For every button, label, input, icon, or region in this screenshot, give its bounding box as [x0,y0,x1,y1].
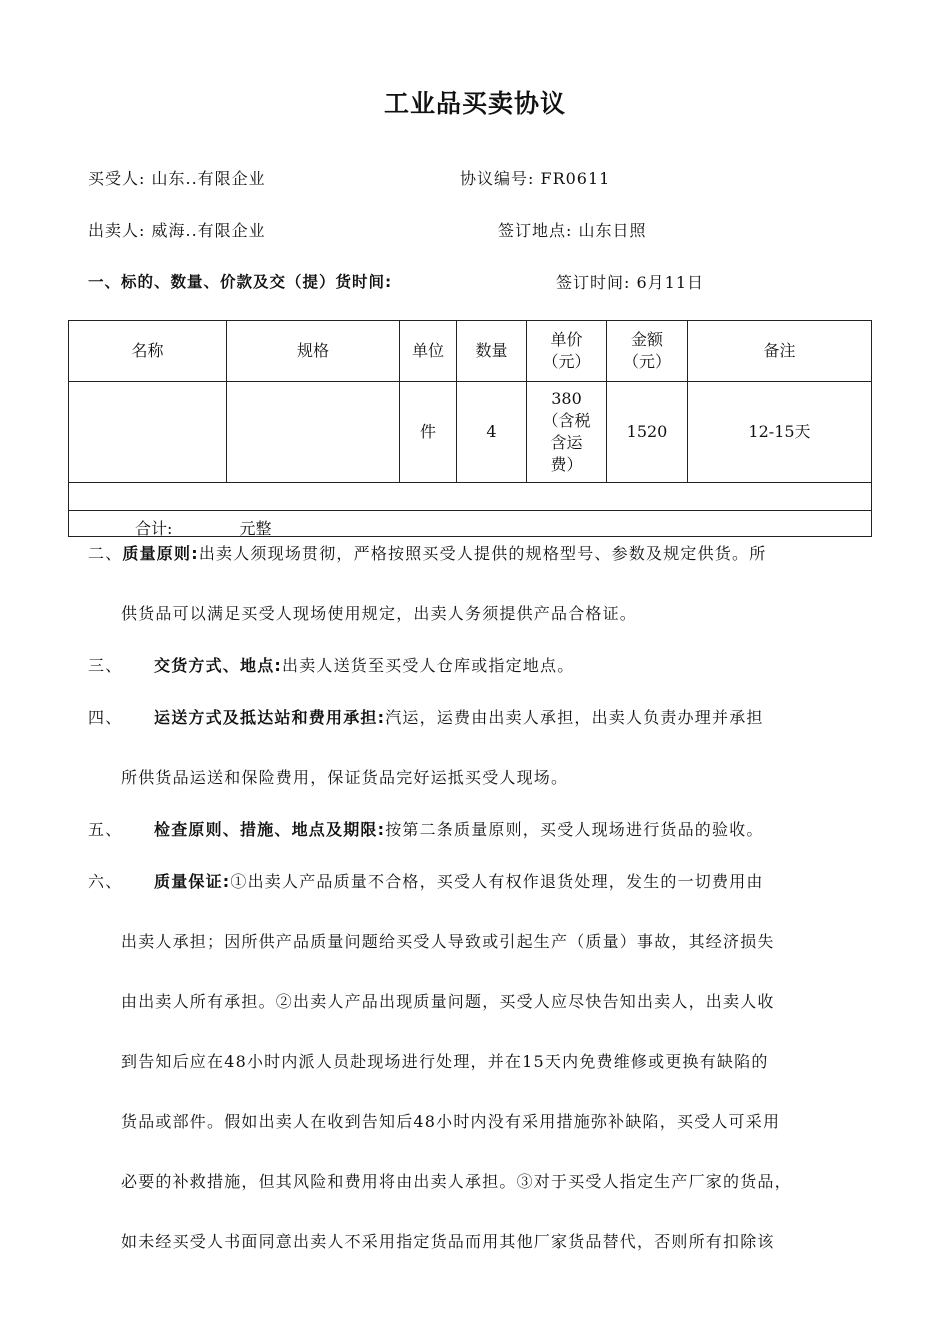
header-price: 单价（元） [527,321,607,382]
clause-6-title: 质量保证: [154,872,231,891]
clause-4-text-1: 汽运，运费由出卖人承担，出卖人负责办理并承担 [385,708,764,727]
document-title: 工业品买卖协议 [383,89,566,118]
contract-number: 协议编号: FR0611 [460,169,611,188]
empty-cell [69,483,872,511]
clause-6-line-4: 到告知后应在48小时内派人员赴现场进行处理，并在15天内免费维修或更换有缺陷的 [121,1052,769,1071]
clause-4-number: 四、 [88,708,123,727]
clause-6-line-6: 必要的补救措施，但其风险和费用将由出卖人承担。③对于买受人指定生产厂家的货品， [121,1172,792,1191]
cell-note: 12-15天 [688,382,872,483]
clause-3-text: 出卖人送货至买受人仓库或指定地点。 [282,656,575,675]
header-amount: 金额（元） [607,321,688,382]
clause-4-title: 运送方式及抵达站和费用承担: [154,708,386,727]
clause-2-line-1 [88,541,766,564]
cell-qty: 4 [457,382,527,483]
clause-5-text: 按第二条质量原则，买受人现场进行货品的验收。 [385,820,764,839]
total-cell [69,511,872,537]
buyer-info: 买受人: 山东..有限企业 [88,169,266,188]
clause-6-line-5: 货品或部件。假如出卖人在收到告知后48小时内没有采用措施弥补缺陷，买受人可采用 [121,1112,781,1131]
header-note: 备注 [688,321,872,382]
clause-3-title: 交货方式、地点: [154,656,282,675]
signing-date: 签订时间: 6月11日 [556,273,705,292]
header-qty: 数量 [457,321,527,382]
clause-3-number: 三、 [88,656,123,675]
clause-6-number: 六、 [88,872,123,891]
cell-spec [227,382,400,483]
signing-place: 签订地点: 山东日照 [498,221,647,240]
clause-6-line-1 [154,869,764,892]
cell-unit: 件 [400,382,457,483]
clause-2-text-1: 出卖人须现场贯彻，严格按照买受人提供的规格型号、参数及规定供货。所 [198,544,767,563]
clause-4-line-1 [154,705,764,728]
clause-5-line [154,817,764,840]
clause-6-line-2: 出卖人承担；因所供产品质量问题给买受人导致或引起生产（质量）事故，其经济损失 [121,932,775,951]
clause-6-line-3: 由出卖人所有承担。②出卖人产品出现质量问题，买受人应尽快告知出卖人，出卖人收 [121,992,775,1011]
clause-2-title: 质量原则: [122,544,199,563]
clause-3-line [154,653,574,676]
table-empty-row [69,483,872,511]
total-label: 合计: [135,519,173,538]
table-total-row [69,511,872,537]
section1-title: 一、标的、数量、价款及交（提）货时间: [88,273,393,291]
cell-name [69,382,227,483]
header-unit: 单位 [400,321,457,382]
clause-2-number: 二、 [88,544,123,563]
cell-price: 380（含税含运费） [527,382,607,483]
header-spec: 规格 [227,321,400,382]
items-table [68,320,872,537]
clause-6-line-7: 如未经买受人书面同意出卖人不采用指定货品而用其他厂家货品替代，否则所有扣除该 [121,1232,775,1251]
table-header-row [69,321,872,382]
clause-2-line-2: 供货品可以满足买受人现场使用规定，出卖人务须提供产品合格证。 [121,604,638,623]
cell-amount: 1520 [607,382,688,483]
seller-info: 出卖人: 威海..有限企业 [88,221,266,240]
clause-6-text-1: ①出卖人产品质量不合格，买受人有权作退货处理，发生的一切费用由 [230,872,764,891]
table-row [69,382,872,483]
total-unit: 元整 [239,519,272,538]
clause-5-number: 五、 [88,820,123,839]
clause-4-line-2: 所供货品运送和保险费用，保证货品完好运抵买受人现场。 [121,768,569,787]
clause-5-title: 检查原则、措施、地点及期限: [154,820,386,839]
header-name: 名称 [69,321,227,382]
